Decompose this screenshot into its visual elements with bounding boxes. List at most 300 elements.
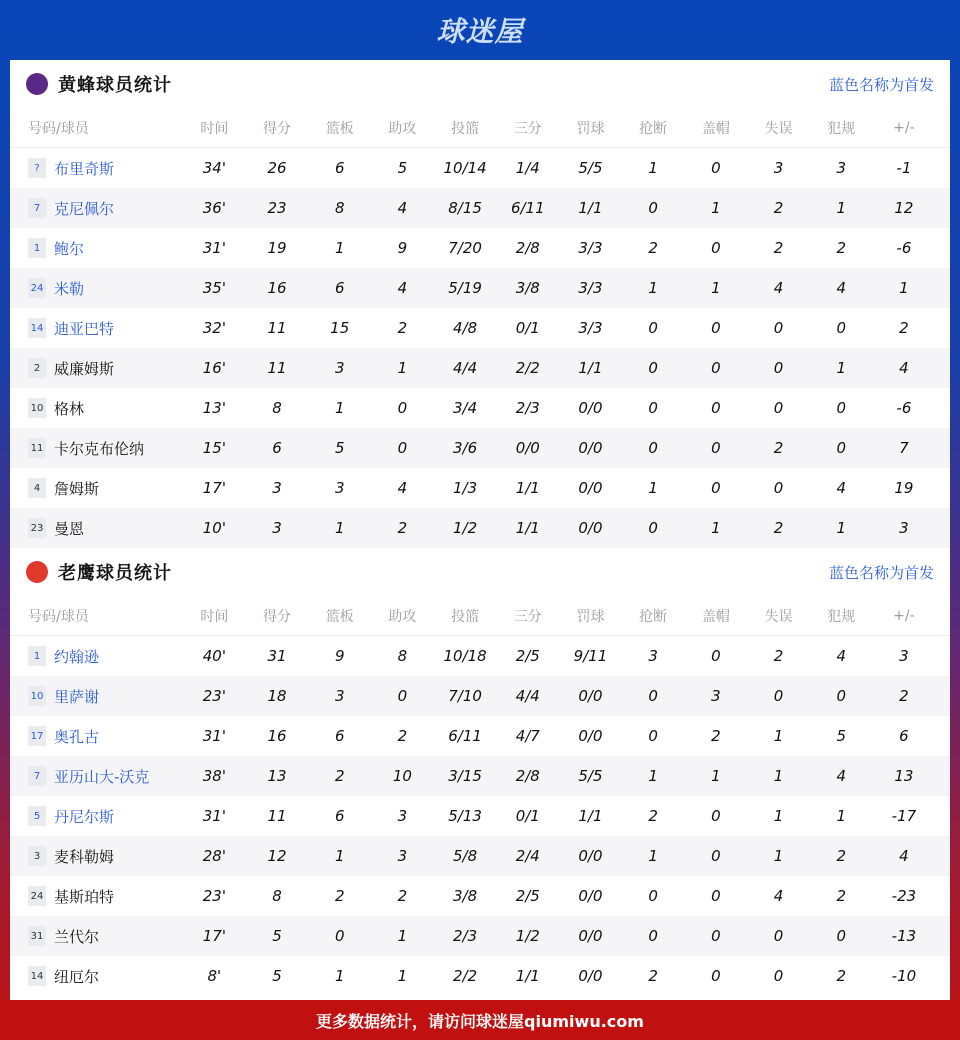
column-header: 篮板 (325, 120, 354, 137)
stat-cell: 2 (836, 887, 846, 905)
column-header: 助攻 (388, 120, 417, 137)
stat-cell: 0 (648, 687, 658, 705)
stat-cell: 5/13 (448, 807, 482, 825)
player-cell (10, 478, 183, 499)
stat-cell: 4 (836, 279, 846, 297)
stat-cell: 2 (836, 239, 846, 257)
stat-cell: 0 (711, 239, 721, 257)
stat-cell: 1 (836, 359, 846, 377)
stat-cell: 1/1 (515, 519, 540, 537)
stat-cell: 3/6 (453, 439, 478, 457)
player-row[interactable] (10, 756, 950, 796)
stat-cell: 1 (334, 399, 345, 417)
stat-cell: 2/3 (453, 927, 478, 945)
stat-cell: 4 (899, 847, 909, 865)
player-cell (10, 438, 183, 459)
stat-cell: 1/1 (578, 199, 603, 217)
column-header: 罚球 (576, 120, 605, 137)
stat-cell: 26 (267, 159, 287, 177)
column-header: 犯规 (827, 608, 856, 625)
player-name[interactable]: 格林 (54, 399, 85, 418)
stat-cell: 1 (836, 199, 846, 217)
stat-cell: 2/3 (515, 399, 540, 417)
stat-cell: 3 (334, 479, 345, 497)
jersey-number: 4 (28, 478, 46, 498)
stat-cell: 5/5 (578, 767, 603, 785)
player-name[interactable]: 约翰逊 (54, 647, 100, 666)
jersey-number: 1 (28, 238, 46, 258)
table-header (10, 596, 950, 636)
jersey-number: ? (28, 158, 46, 178)
player-name[interactable]: 布里奇斯 (54, 159, 115, 178)
player-row[interactable] (10, 636, 950, 676)
stat-cell: 23 (267, 199, 287, 217)
stat-cell: 5/19 (448, 279, 482, 297)
stat-cell: 2/2 (453, 967, 478, 985)
stat-cell: 0 (711, 967, 721, 985)
jersey-number: 11 (28, 438, 46, 458)
stat-cell: 1 (773, 847, 784, 865)
stat-cell: 34' (202, 159, 226, 177)
stat-cell: 13 (267, 767, 287, 785)
stat-cell: 0 (648, 359, 658, 377)
stat-cell: 2 (397, 319, 408, 337)
stat-cell: 3 (836, 159, 846, 177)
stat-cell: 6 (334, 727, 345, 745)
stat-cell: 2 (397, 727, 408, 745)
stat-cell: 31' (202, 807, 226, 825)
jersey-number: 10 (28, 398, 46, 418)
stat-cell: 2/2 (515, 359, 540, 377)
column-header: 盖帽 (701, 608, 730, 625)
stat-cell: 1 (334, 239, 345, 257)
stat-cell: 0/0 (578, 399, 603, 417)
player-name[interactable]: 纽厄尔 (54, 967, 100, 986)
player-name[interactable]: 基斯珀特 (54, 887, 115, 906)
stat-cell: 0 (711, 159, 721, 177)
stat-cell: 4 (773, 279, 784, 297)
player-cell (10, 398, 183, 419)
player-name[interactable]: 鲍尔 (54, 239, 85, 258)
player-cell (10, 518, 183, 539)
player-row[interactable] (10, 188, 950, 228)
stat-cell: 6 (899, 727, 909, 745)
player-name[interactable]: 迪亚巴特 (54, 319, 115, 338)
brand-logo: 球迷屋 (436, 15, 524, 48)
player-name[interactable]: 兰代尔 (54, 927, 100, 946)
stat-cell: 2 (334, 887, 345, 905)
player-cell (10, 318, 183, 339)
stat-cell: 0 (773, 927, 784, 945)
stat-cell: 4/8 (453, 319, 478, 337)
stat-cell: 17' (202, 479, 226, 497)
stat-cell: 2 (773, 439, 784, 457)
stat-cell: 10/14 (443, 159, 487, 177)
stat-cell: 7 (899, 439, 909, 457)
team-title: 黄蜂球员统计 (58, 75, 172, 96)
stat-cell: 0 (773, 319, 784, 337)
stat-cell: 0 (773, 359, 784, 377)
stat-cell: 8 (272, 887, 282, 905)
stat-cell: 6 (334, 279, 345, 297)
stat-cell: 4/4 (515, 687, 540, 705)
stat-cell: 32' (202, 319, 226, 337)
stat-cell: 3 (711, 687, 721, 705)
stat-cell: 2 (773, 519, 784, 537)
stat-cell: 16' (202, 359, 226, 377)
player-row[interactable] (10, 228, 950, 268)
stat-cell: 0/0 (578, 687, 603, 705)
stat-cell: 0/0 (578, 479, 603, 497)
stat-cell: 5 (272, 927, 282, 945)
stat-cell: 2 (711, 727, 721, 745)
stat-cell: 8/15 (448, 199, 482, 217)
stat-cell: 5/5 (578, 159, 603, 177)
jersey-number: 5 (28, 806, 46, 826)
player-row[interactable] (10, 916, 950, 956)
stat-cell: 3 (648, 647, 658, 665)
player-cell (10, 278, 183, 299)
stat-cell: 15 (330, 319, 350, 337)
stat-cell: 8 (272, 399, 282, 417)
stat-cell: 6 (334, 807, 345, 825)
column-header: 得分 (263, 120, 292, 137)
stat-cell: 1 (711, 199, 721, 217)
stat-cell: 0 (397, 687, 408, 705)
stat-cell: 13' (202, 399, 226, 417)
stat-cell: 7/10 (448, 687, 482, 705)
player-name[interactable]: 曼恩 (54, 519, 85, 538)
stat-cell: 4 (397, 479, 408, 497)
stat-cell: 0 (836, 439, 846, 457)
stat-cell: 17' (202, 927, 226, 945)
stat-cell: 13 (894, 767, 914, 785)
stat-cell: -6 (896, 399, 912, 417)
stat-cell: 1 (899, 279, 909, 297)
stat-cell: 16 (267, 279, 287, 297)
stat-cell: 0 (397, 439, 408, 457)
stat-cell: 2/8 (515, 239, 540, 257)
stat-cell: 8 (334, 199, 345, 217)
stat-cell: 1/4 (515, 159, 540, 177)
hawks-logo-icon (26, 561, 48, 583)
stat-cell: 4 (899, 359, 909, 377)
player-name[interactable]: 威廉姆斯 (54, 359, 115, 378)
stat-cell: 0/1 (515, 319, 540, 337)
stat-cell: 15' (202, 439, 226, 457)
stat-cell: 3 (334, 359, 345, 377)
team-title: 老鹰球员统计 (58, 563, 172, 584)
player-cell (10, 846, 183, 867)
footer-banner[interactable]: 更多数据统计，请访问球迷屋qiumiwu.com (0, 1000, 960, 1040)
stat-cell: 0/0 (578, 847, 603, 865)
player-row[interactable] (10, 956, 950, 996)
team-header (10, 60, 950, 108)
player-row[interactable] (10, 428, 950, 468)
stat-cell: 0 (711, 887, 721, 905)
stat-cell: 1 (711, 519, 721, 537)
stat-cell: 11 (267, 807, 287, 825)
player-cell (10, 766, 183, 787)
player-row[interactable] (10, 348, 950, 388)
stat-cell: 16 (267, 727, 287, 745)
stat-cell: -23 (891, 887, 917, 905)
jersey-number: 7 (28, 766, 46, 786)
column-header: 投篮 (451, 120, 480, 137)
column-header: 抢断 (639, 120, 668, 137)
jersey-number: 17 (28, 726, 46, 746)
top-bar (0, 0, 960, 60)
stat-cell: 0 (648, 319, 658, 337)
stat-cell: 31' (202, 727, 226, 745)
player-row[interactable] (10, 796, 950, 836)
stat-cell: 2/5 (515, 647, 540, 665)
stat-cell: 6 (272, 439, 282, 457)
stat-cell: 4/7 (515, 727, 540, 745)
stat-cell: 3 (397, 847, 408, 865)
player-row[interactable] (10, 468, 950, 508)
stat-cell: 0/0 (578, 887, 603, 905)
stat-cell: 0 (711, 359, 721, 377)
player-name[interactable]: 里萨谢 (54, 687, 100, 706)
player-row[interactable] (10, 508, 950, 548)
jersey-number: 3 (28, 846, 46, 866)
stat-cell: 0 (836, 927, 846, 945)
stat-cell: 0 (711, 847, 721, 865)
team-section (10, 60, 950, 548)
stat-cell: 3/8 (453, 887, 478, 905)
stat-cell: 3 (334, 687, 345, 705)
stat-cell: 2 (773, 239, 784, 257)
stat-cell: 3/4 (453, 399, 478, 417)
stat-cell: 0/0 (578, 927, 603, 945)
column-header: 时间 (200, 120, 229, 137)
jersey-number: 14 (28, 966, 46, 986)
stat-cell: 0 (836, 399, 846, 417)
stat-cell: 3/3 (578, 279, 603, 297)
stat-cell: 11 (267, 359, 287, 377)
jersey-number: 24 (28, 278, 46, 298)
stat-cell: 10/18 (443, 647, 487, 665)
column-header: 失误 (764, 120, 793, 137)
stat-cell: 1/1 (515, 967, 540, 985)
player-row[interactable] (10, 676, 950, 716)
stat-cell: 0 (711, 807, 721, 825)
stat-cell: 4 (397, 279, 408, 297)
stat-cell: 4/4 (453, 359, 478, 377)
column-header: 犯规 (827, 120, 856, 137)
player-name[interactable]: 卡尔克布伦纳 (54, 439, 145, 458)
stat-cell: 5 (272, 967, 282, 985)
stat-cell: 4 (397, 199, 408, 217)
player-row[interactable] (10, 148, 950, 188)
stat-cell: 36' (202, 199, 226, 217)
column-header: 失误 (764, 608, 793, 625)
stat-cell: 1 (648, 479, 658, 497)
table-header (10, 108, 950, 148)
stat-cell: 1 (711, 767, 721, 785)
stat-cell: 7/20 (448, 239, 482, 257)
stat-cell: 9/11 (573, 647, 608, 665)
stat-cell: 0 (648, 927, 658, 945)
column-header: 助攻 (388, 608, 417, 625)
stat-cell: 0/0 (578, 967, 603, 985)
jersey-number: 10 (28, 686, 46, 706)
player-cell (10, 686, 183, 707)
stat-cell: 0 (773, 479, 784, 497)
stat-cell: 9 (334, 647, 345, 665)
stat-cell: 0 (397, 399, 408, 417)
stat-cell: 0 (773, 399, 784, 417)
column-header: 号码/球员 (28, 120, 89, 137)
stat-cell: 2 (397, 887, 408, 905)
stat-cell: 0/0 (578, 727, 603, 745)
hornets-logo-icon (26, 73, 48, 95)
player-row[interactable] (10, 388, 950, 428)
stats-card (10, 60, 950, 1000)
stat-cell: 4 (836, 479, 846, 497)
stat-cell: 0 (648, 519, 658, 537)
stat-cell: 18 (267, 687, 287, 705)
stat-cell: 1/1 (578, 359, 603, 377)
player-cell (10, 806, 183, 827)
stat-cell: 0 (648, 887, 658, 905)
stat-cell: -1 (896, 159, 912, 177)
stat-cell: 2 (648, 807, 658, 825)
stat-cell: 2 (334, 767, 345, 785)
stat-cell: 0/0 (515, 439, 540, 457)
stat-cell: 0 (773, 967, 784, 985)
column-header: +/- (893, 119, 915, 136)
stat-cell: 0 (711, 399, 721, 417)
column-header: 三分 (513, 120, 542, 137)
stat-cell: 10' (202, 519, 226, 537)
player-name[interactable]: 米勒 (54, 279, 85, 298)
column-header: 得分 (263, 608, 292, 625)
stat-cell: 1/1 (515, 479, 540, 497)
player-name[interactable]: 丹尼尔斯 (54, 807, 115, 826)
stat-cell: 1 (334, 967, 345, 985)
stat-cell: 35' (202, 279, 226, 297)
stat-cell: 0 (334, 927, 345, 945)
starter-note: 蓝色名称为首发 (828, 563, 934, 582)
stat-cell: 6 (334, 159, 345, 177)
column-header: +/- (893, 607, 915, 624)
stat-cell: 1 (397, 927, 408, 945)
player-name[interactable]: 亚历山大-沃克 (54, 767, 150, 786)
player-cell (10, 358, 183, 379)
stat-cell: 6/11 (448, 727, 482, 745)
stat-cell: 0 (773, 687, 784, 705)
stat-cell: 9 (397, 239, 408, 257)
player-cell (10, 198, 183, 219)
column-header: 投篮 (451, 608, 480, 625)
stat-cell: 1 (836, 807, 846, 825)
stat-cell: 10 (392, 767, 412, 785)
stat-cell: 1 (648, 767, 658, 785)
stat-cell: 3 (397, 807, 408, 825)
stat-cell: 28' (202, 847, 226, 865)
stat-cell: 0 (836, 319, 846, 337)
player-name[interactable]: 麦科勒姆 (54, 847, 115, 866)
stat-cell: 12 (894, 199, 914, 217)
stat-cell: 5 (397, 159, 408, 177)
stat-cell: 1/2 (453, 519, 478, 537)
stat-cell: 3/15 (448, 767, 482, 785)
stat-cell: 0/1 (515, 807, 540, 825)
player-name[interactable]: 克尼佩尔 (54, 199, 115, 218)
player-cell (10, 646, 183, 667)
starter-note: 蓝色名称为首发 (828, 75, 934, 94)
player-row[interactable] (10, 716, 950, 756)
stat-cell: 0 (711, 439, 721, 457)
stat-cell: 3 (773, 159, 784, 177)
stat-cell: 0 (648, 439, 658, 457)
player-row[interactable] (10, 308, 950, 348)
stat-cell: 2 (836, 967, 846, 985)
stat-cell: 0/0 (578, 519, 603, 537)
stat-cell: 4 (773, 887, 784, 905)
jersey-number: 1 (28, 646, 46, 666)
stat-cell: -10 (891, 967, 917, 985)
stat-cell: 1/1 (578, 807, 603, 825)
jersey-number: 2 (28, 358, 46, 378)
stat-cell: 6/11 (510, 199, 545, 217)
stat-cell: 2 (899, 687, 909, 705)
column-header: 号码/球员 (28, 608, 89, 625)
stat-cell: 1 (334, 847, 345, 865)
stat-cell: 3 (899, 647, 909, 665)
stat-cell: 0 (648, 399, 658, 417)
jersey-number: 14 (28, 318, 46, 338)
stat-cell: 0 (836, 687, 846, 705)
column-header: 篮板 (325, 608, 354, 625)
stat-cell: 31 (267, 647, 287, 665)
column-header: 盖帽 (701, 120, 730, 137)
stat-cell: 4 (836, 647, 846, 665)
stat-cell: 1 (711, 279, 721, 297)
player-name[interactable]: 詹姆斯 (54, 479, 100, 498)
player-name[interactable]: 奥孔古 (54, 727, 100, 746)
stat-cell: 2/8 (515, 767, 540, 785)
stat-cell: 2 (773, 647, 784, 665)
jersey-number: 23 (28, 518, 46, 538)
stat-cell: 1 (334, 519, 345, 537)
stat-cell: 4 (836, 767, 846, 785)
player-row[interactable] (10, 268, 950, 308)
player-row[interactable] (10, 836, 950, 876)
stat-cell: 23' (202, 887, 226, 905)
stat-cell: 19 (894, 479, 914, 497)
stat-cell: 40' (202, 647, 226, 665)
stat-cell: 1/3 (453, 479, 478, 497)
stat-cell: 3/8 (515, 279, 540, 297)
stat-cell: 1 (648, 279, 658, 297)
jersey-number: 24 (28, 886, 46, 906)
player-row[interactable] (10, 876, 950, 916)
stat-cell: 2 (648, 967, 658, 985)
stat-cell: 3/3 (578, 239, 603, 257)
column-header: 罚球 (576, 608, 605, 625)
team-header (10, 548, 950, 596)
stat-cell: 2 (773, 199, 784, 217)
stat-cell: 19 (267, 239, 287, 257)
stat-cell: 2/5 (515, 887, 540, 905)
stat-cell: 1 (648, 847, 658, 865)
stat-cell: 1 (773, 727, 784, 745)
stat-cell: 1 (773, 807, 784, 825)
stat-cell: 1 (397, 967, 408, 985)
